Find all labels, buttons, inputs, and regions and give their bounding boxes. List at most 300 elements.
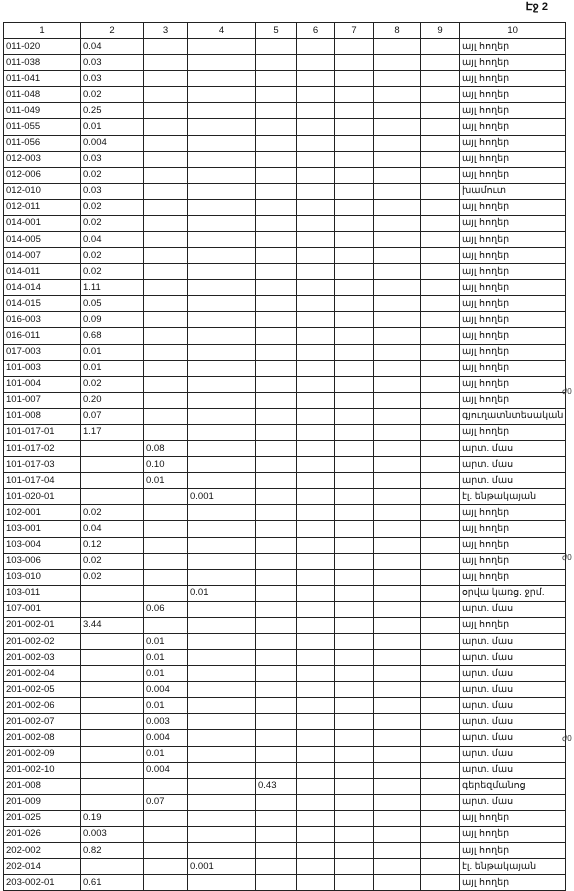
area-cell — [335, 875, 374, 891]
area-cell — [144, 537, 188, 553]
land-use-cell: արտ. մաս — [460, 714, 566, 730]
area-cell — [335, 585, 374, 601]
area-cell — [297, 730, 335, 746]
parcel-code-cell: 014-015 — [4, 296, 81, 312]
area-cell — [335, 344, 374, 360]
parcel-code-cell: 012-003 — [4, 151, 81, 167]
area-cell — [374, 39, 421, 55]
area-cell — [421, 859, 460, 875]
area-cell — [335, 489, 374, 505]
area-cell — [335, 424, 374, 440]
area-cell — [335, 376, 374, 392]
area-cell — [256, 39, 297, 55]
land-use-cell: այլ հողեր — [460, 826, 566, 842]
area-cell: 0.02 — [81, 569, 144, 585]
area-cell — [421, 473, 460, 489]
area-cell — [144, 778, 188, 794]
area-cell — [421, 778, 460, 794]
area-cell — [374, 842, 421, 858]
area-cell — [144, 489, 188, 505]
parcel-code-cell: 011-020 — [4, 39, 81, 55]
area-cell — [144, 859, 188, 875]
area-cell: 0.61 — [81, 875, 144, 891]
area-cell — [297, 569, 335, 585]
parcel-code-cell: 203-002-01 — [4, 875, 81, 891]
area-cell — [297, 264, 335, 280]
area-cell — [335, 842, 374, 858]
area-cell — [297, 103, 335, 119]
area-cell: 0.09 — [81, 312, 144, 328]
area-cell — [188, 810, 256, 826]
area-cell — [335, 617, 374, 633]
area-cell — [144, 810, 188, 826]
area-cell — [297, 360, 335, 376]
area-cell: 0.004 — [81, 135, 144, 151]
column-header-4: 4 — [188, 23, 256, 39]
area-cell: 0.06 — [144, 601, 188, 617]
land-use-cell: արտ. մաս — [460, 457, 566, 473]
area-cell — [374, 473, 421, 489]
area-cell — [188, 344, 256, 360]
area-cell — [421, 55, 460, 71]
area-cell — [421, 119, 460, 135]
area-cell — [335, 183, 374, 199]
margin-note: ժ0 — [562, 552, 572, 562]
area-cell — [421, 167, 460, 183]
area-cell — [335, 103, 374, 119]
area-cell — [374, 344, 421, 360]
area-cell — [297, 441, 335, 457]
parcel-code-cell: 201-002-08 — [4, 730, 81, 746]
area-cell — [374, 248, 421, 264]
parcel-code-cell: 101-003 — [4, 360, 81, 376]
land-use-cell: այլ հողեր — [460, 55, 566, 71]
table-row — [4, 505, 566, 521]
margin-note: ժ0 — [562, 386, 572, 396]
area-cell: 0.02 — [81, 248, 144, 264]
area-cell — [144, 408, 188, 424]
area-cell — [421, 408, 460, 424]
area-cell — [256, 151, 297, 167]
area-cell — [335, 199, 374, 215]
area-cell — [256, 280, 297, 296]
area-cell — [81, 778, 144, 794]
area-cell: 0.82 — [81, 842, 144, 858]
area-cell: 0.20 — [81, 392, 144, 408]
area-cell — [297, 151, 335, 167]
land-use-cell: արտ. մաս — [460, 746, 566, 762]
area-cell — [335, 167, 374, 183]
table-row — [4, 312, 566, 328]
parcel-code-cell: 201-025 — [4, 810, 81, 826]
table-row — [4, 392, 566, 408]
area-cell — [421, 215, 460, 231]
area-cell — [374, 569, 421, 585]
table-row — [4, 232, 566, 248]
parcel-code-cell: 014-007 — [4, 248, 81, 264]
area-cell — [144, 167, 188, 183]
land-use-cell: այլ հողեր — [460, 505, 566, 521]
area-cell — [256, 826, 297, 842]
area-cell — [297, 698, 335, 714]
land-register-table — [3, 22, 566, 891]
land-use-cell: խամուտ — [460, 183, 566, 199]
land-use-cell: արտ. մաս — [460, 762, 566, 778]
land-use-cell: գերեզմանոց — [460, 778, 566, 794]
area-cell — [188, 730, 256, 746]
table-row — [4, 360, 566, 376]
area-cell — [256, 328, 297, 344]
land-use-cell: այլ հողեր — [460, 553, 566, 569]
area-cell — [188, 714, 256, 730]
land-use-cell: այլ հողեր — [460, 215, 566, 231]
table-row — [4, 762, 566, 778]
parcel-code-cell: 101-008 — [4, 408, 81, 424]
area-cell: 0.01 — [144, 473, 188, 489]
area-cell: 0.03 — [81, 55, 144, 71]
area-cell: 0.01 — [144, 650, 188, 666]
land-use-cell: այլ հողեր — [460, 135, 566, 151]
land-use-cell: արտ. մաս — [460, 794, 566, 810]
area-cell — [297, 71, 335, 87]
area-cell — [188, 842, 256, 858]
area-cell — [335, 553, 374, 569]
area-cell — [335, 296, 374, 312]
area-cell — [188, 360, 256, 376]
area-cell — [81, 682, 144, 698]
land-use-cell: այլ հողեր — [460, 119, 566, 135]
area-cell — [256, 553, 297, 569]
area-cell — [144, 135, 188, 151]
area-cell — [188, 601, 256, 617]
table-row — [4, 537, 566, 553]
area-cell — [374, 408, 421, 424]
area-cell — [335, 826, 374, 842]
area-cell — [144, 248, 188, 264]
area-cell: 0.01 — [144, 666, 188, 682]
land-use-cell: այլ հողեր — [460, 328, 566, 344]
area-cell — [188, 55, 256, 71]
area-cell — [297, 810, 335, 826]
land-use-cell: այլ հողեր — [460, 810, 566, 826]
table-row — [4, 553, 566, 569]
area-cell — [421, 601, 460, 617]
parcel-code-cell: 101-007 — [4, 392, 81, 408]
parcel-code-cell: 201-002-01 — [4, 617, 81, 633]
area-cell — [374, 151, 421, 167]
area-cell — [256, 71, 297, 87]
column-header-8: 8 — [374, 23, 421, 39]
parcel-code-cell: 201-009 — [4, 794, 81, 810]
area-cell — [188, 457, 256, 473]
area-cell — [256, 457, 297, 473]
parcel-code-cell: 014-011 — [4, 264, 81, 280]
area-cell — [297, 424, 335, 440]
area-cell — [188, 762, 256, 778]
table-row — [4, 794, 566, 810]
area-cell — [256, 650, 297, 666]
parcel-code-cell: 102-001 — [4, 505, 81, 521]
area-cell — [421, 569, 460, 585]
area-cell — [297, 232, 335, 248]
column-header-10: 10 — [460, 23, 566, 39]
area-cell — [144, 585, 188, 601]
area-cell — [374, 521, 421, 537]
area-cell: 0.07 — [144, 794, 188, 810]
area-cell: 0.08 — [144, 441, 188, 457]
area-cell — [188, 167, 256, 183]
area-cell — [297, 328, 335, 344]
area-cell — [335, 119, 374, 135]
area-cell — [188, 441, 256, 457]
area-cell — [421, 151, 460, 167]
table-body — [4, 39, 566, 891]
land-use-cell: արտ. մաս — [460, 666, 566, 682]
land-use-cell: այլ հողեր — [460, 392, 566, 408]
area-cell — [335, 360, 374, 376]
area-cell: 0.03 — [81, 71, 144, 87]
area-cell — [256, 698, 297, 714]
area-cell — [374, 71, 421, 87]
table-row — [4, 408, 566, 424]
area-cell — [297, 296, 335, 312]
area-cell: 0.25 — [81, 103, 144, 119]
area-cell — [421, 360, 460, 376]
parcel-code-cell: 201-002-07 — [4, 714, 81, 730]
area-cell — [421, 232, 460, 248]
area-cell — [144, 183, 188, 199]
area-cell: 0.02 — [81, 376, 144, 392]
area-cell — [144, 617, 188, 633]
parcel-code-cell: 012-010 — [4, 183, 81, 199]
column-header-3: 3 — [144, 23, 188, 39]
table-header-row — [4, 23, 566, 39]
area-cell: 0.02 — [81, 553, 144, 569]
area-cell — [188, 650, 256, 666]
area-cell — [188, 151, 256, 167]
area-cell — [421, 183, 460, 199]
land-use-cell: այլ հողեր — [460, 569, 566, 585]
area-cell — [421, 264, 460, 280]
table-row — [4, 151, 566, 167]
table-row — [4, 39, 566, 55]
parcel-code-cell: 011-041 — [4, 71, 81, 87]
area-cell — [421, 87, 460, 103]
area-cell — [374, 778, 421, 794]
area-cell — [188, 682, 256, 698]
area-cell — [374, 457, 421, 473]
area-cell — [81, 489, 144, 505]
area-cell — [144, 232, 188, 248]
parcel-code-cell: 101-017-04 — [4, 473, 81, 489]
area-cell — [335, 312, 374, 328]
parcel-code-cell: 201-002-02 — [4, 633, 81, 649]
area-cell: 0.001 — [188, 859, 256, 875]
area-cell — [81, 601, 144, 617]
area-cell — [188, 39, 256, 55]
column-header-1: 1 — [4, 23, 81, 39]
area-cell — [297, 312, 335, 328]
area-cell — [335, 810, 374, 826]
table-row — [4, 569, 566, 585]
area-cell — [335, 794, 374, 810]
area-cell — [335, 473, 374, 489]
area-cell — [188, 392, 256, 408]
area-cell — [335, 71, 374, 87]
area-cell — [188, 248, 256, 264]
area-cell — [335, 280, 374, 296]
area-cell — [297, 553, 335, 569]
area-cell — [297, 392, 335, 408]
area-cell — [144, 103, 188, 119]
area-cell — [374, 296, 421, 312]
area-cell — [374, 199, 421, 215]
area-cell — [144, 280, 188, 296]
area-cell — [256, 183, 297, 199]
parcel-code-cell: 014-014 — [4, 280, 81, 296]
area-cell — [374, 232, 421, 248]
table-row — [4, 585, 566, 601]
area-cell — [144, 360, 188, 376]
area-cell — [297, 842, 335, 858]
area-cell — [374, 135, 421, 151]
parcel-code-cell: 103-001 — [4, 521, 81, 537]
area-cell: 0.12 — [81, 537, 144, 553]
area-cell — [188, 312, 256, 328]
land-use-cell: այլ հողեր — [460, 248, 566, 264]
area-cell — [256, 264, 297, 280]
area-cell — [256, 762, 297, 778]
area-cell — [256, 617, 297, 633]
land-use-cell: այլ հողեր — [460, 875, 566, 891]
area-cell — [335, 87, 374, 103]
table-row — [4, 376, 566, 392]
area-cell — [335, 633, 374, 649]
area-cell — [188, 103, 256, 119]
table-row — [4, 810, 566, 826]
area-cell — [144, 87, 188, 103]
area-cell — [335, 135, 374, 151]
area-cell — [256, 408, 297, 424]
area-cell — [144, 119, 188, 135]
area-cell — [374, 633, 421, 649]
area-cell — [297, 119, 335, 135]
area-cell — [144, 215, 188, 231]
area-cell — [297, 87, 335, 103]
area-cell — [81, 457, 144, 473]
area-cell — [335, 215, 374, 231]
parcel-code-cell: 103-006 — [4, 553, 81, 569]
area-cell — [421, 280, 460, 296]
area-cell — [297, 794, 335, 810]
area-cell — [374, 650, 421, 666]
area-cell — [297, 183, 335, 199]
area-cell: 0.68 — [81, 328, 144, 344]
area-cell — [188, 264, 256, 280]
area-cell — [374, 119, 421, 135]
area-cell — [256, 569, 297, 585]
area-cell — [256, 376, 297, 392]
area-cell — [297, 601, 335, 617]
parcel-code-cell: 101-017-02 — [4, 441, 81, 457]
area-cell — [188, 698, 256, 714]
land-use-cell: այլ հողեր — [460, 842, 566, 858]
area-cell — [256, 521, 297, 537]
parcel-code-cell: 011-048 — [4, 87, 81, 103]
area-cell — [421, 457, 460, 473]
area-cell — [421, 328, 460, 344]
land-use-cell: այլ հողեր — [460, 617, 566, 633]
area-cell — [421, 553, 460, 569]
area-cell — [421, 633, 460, 649]
parcel-code-cell: 201-026 — [4, 826, 81, 842]
land-use-cell: արտ. մաս — [460, 698, 566, 714]
area-cell — [421, 746, 460, 762]
area-cell — [374, 714, 421, 730]
area-cell — [374, 746, 421, 762]
land-use-cell: այլ հողեր — [460, 312, 566, 328]
area-cell — [421, 666, 460, 682]
area-cell — [374, 666, 421, 682]
column-header-5: 5 — [256, 23, 297, 39]
area-cell — [188, 424, 256, 440]
area-cell — [144, 55, 188, 71]
area-cell — [256, 473, 297, 489]
area-cell — [297, 457, 335, 473]
area-cell — [335, 151, 374, 167]
area-cell — [335, 537, 374, 553]
area-cell — [374, 280, 421, 296]
land-use-cell: այլ հողեր — [460, 167, 566, 183]
area-cell — [81, 794, 144, 810]
area-cell — [374, 505, 421, 521]
area-cell — [421, 617, 460, 633]
area-cell — [144, 376, 188, 392]
table-row — [4, 714, 566, 730]
area-cell — [188, 408, 256, 424]
area-cell — [188, 199, 256, 215]
area-cell — [374, 553, 421, 569]
parcel-code-cell: 101-017-03 — [4, 457, 81, 473]
area-cell — [256, 633, 297, 649]
table-row — [4, 296, 566, 312]
area-cell — [188, 537, 256, 553]
table-row — [4, 489, 566, 505]
area-cell — [335, 569, 374, 585]
area-cell — [374, 312, 421, 328]
area-cell — [188, 521, 256, 537]
area-cell — [188, 376, 256, 392]
area-cell: 0.004 — [144, 762, 188, 778]
area-cell — [188, 826, 256, 842]
area-cell — [81, 441, 144, 457]
area-cell — [256, 424, 297, 440]
area-cell: 0.004 — [144, 682, 188, 698]
land-use-cell: գյուղատնտեսական — [460, 408, 566, 424]
area-cell: 0.003 — [81, 826, 144, 842]
area-cell — [297, 585, 335, 601]
table-row — [4, 617, 566, 633]
area-cell — [374, 617, 421, 633]
land-use-cell: արտ. մաս — [460, 441, 566, 457]
area-cell — [297, 633, 335, 649]
land-use-cell: այլ հողեր — [460, 521, 566, 537]
area-cell — [144, 569, 188, 585]
area-cell — [421, 794, 460, 810]
parcel-code-cell: 201-008 — [4, 778, 81, 794]
table-row — [4, 746, 566, 762]
area-cell — [144, 151, 188, 167]
